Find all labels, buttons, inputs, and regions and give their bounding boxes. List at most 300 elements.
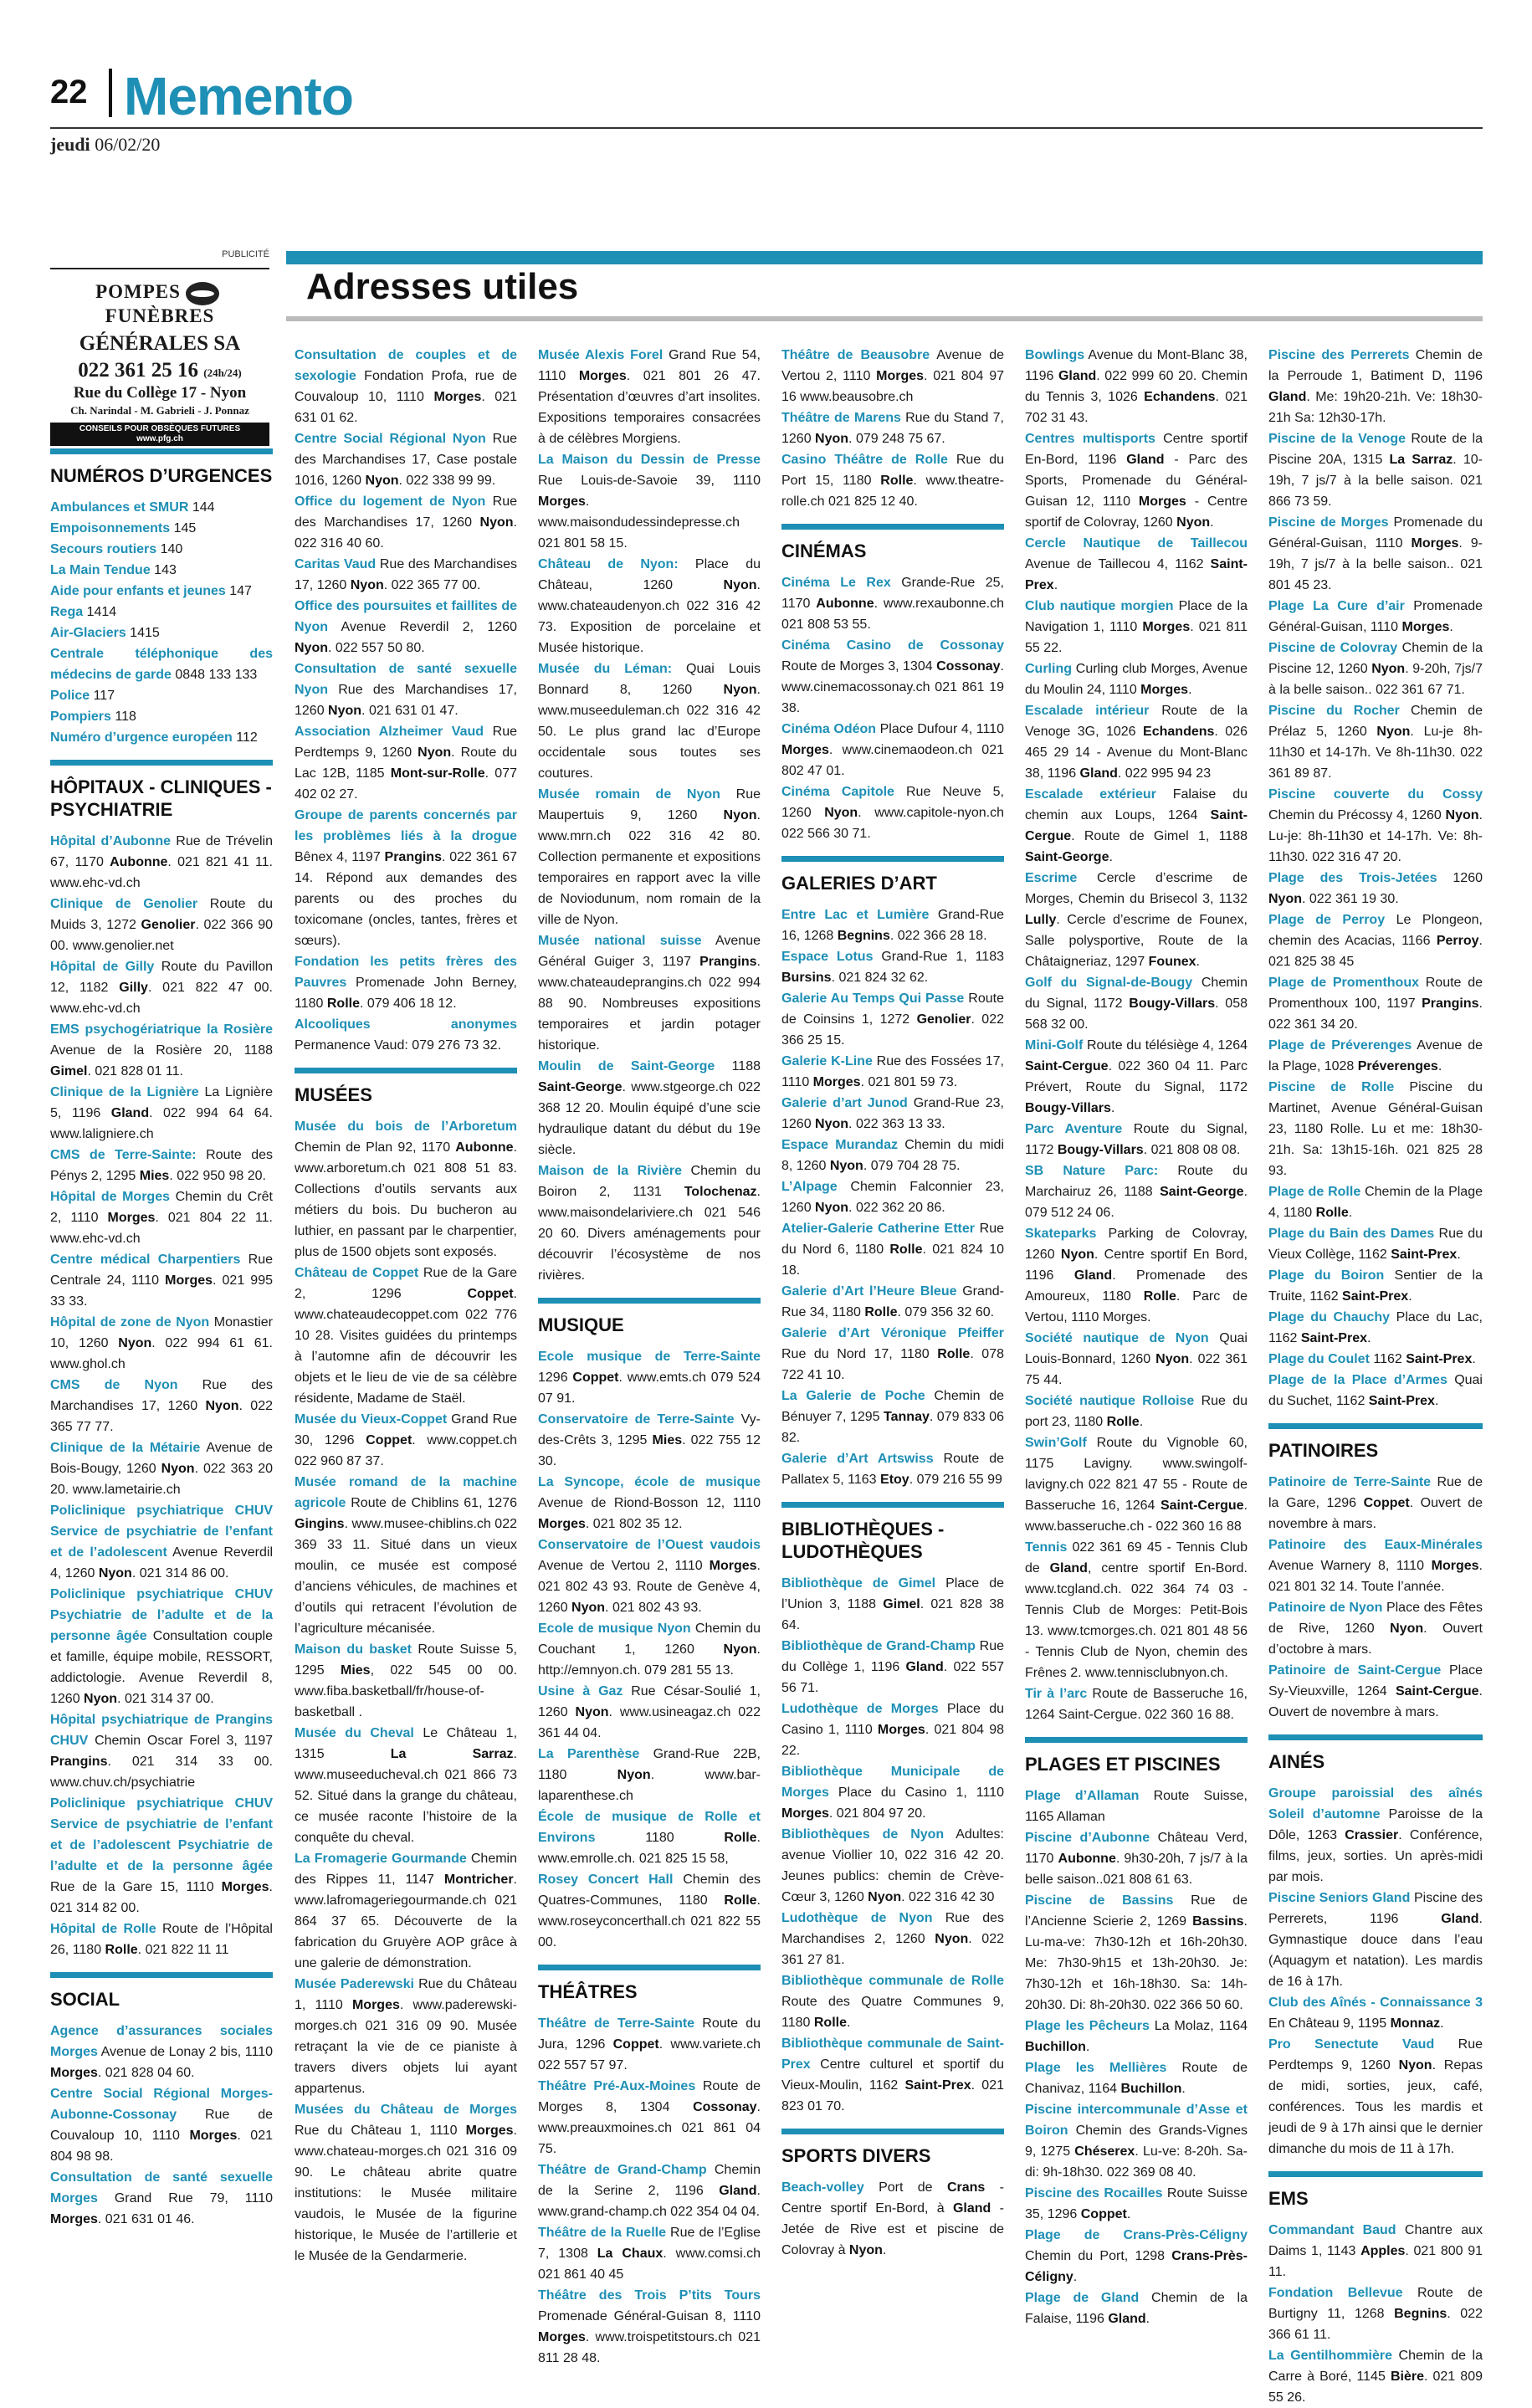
entry-name: Piscine du Rocher bbox=[1268, 704, 1400, 718]
entry-text: Curling club Morges, Avenue du Moulin 24, 1110 bbox=[1025, 662, 1248, 697]
directory-entry bbox=[50, 1186, 273, 1249]
entry-text: Route des Quatre Communes 9, 1180 bbox=[781, 1995, 1004, 2030]
entry-text: Avenue du Mont-Blanc 38, 1196 bbox=[1025, 348, 1248, 383]
entry-city: Monnaz bbox=[1390, 2016, 1441, 2031]
entry-text: Quai Louis-Bonnard, 1260 bbox=[1025, 1331, 1248, 1366]
entry-city: Morges bbox=[1138, 494, 1186, 509]
entry-text: Chemin de la Perroude 1, Batiment D, 1196 bbox=[1268, 348, 1483, 383]
entry-text: Bênex 4, 1197 bbox=[295, 850, 385, 864]
entry-city: Prangins bbox=[384, 850, 442, 864]
entry-city: Morges bbox=[1431, 1559, 1479, 1573]
directory-entry bbox=[50, 1312, 273, 1375]
entry-city: Nyon bbox=[205, 1399, 239, 1413]
entry-text: Adultes: avenue Viollier 10, 022 316 42 20. Jeunes publics: chemin de Crève-Cœur 3, 1260 bbox=[781, 1827, 1005, 1904]
directory-entry bbox=[1268, 2282, 1483, 2345]
entry-city: Coppet bbox=[1080, 2207, 1127, 2221]
section-heading: AINÉS bbox=[1268, 1734, 1483, 1773]
entry-text: Route de Morges 8, 1304 bbox=[538, 2079, 761, 2114]
entry-text: . Ouvert d’octobre à mars. bbox=[1268, 1622, 1483, 1657]
entry-text: 022 361 69 45 - Tennis Club de bbox=[1025, 1540, 1248, 1575]
directory-entry bbox=[1268, 1349, 1483, 1370]
entry-name: Centres multisports bbox=[1025, 432, 1155, 446]
directory-entry bbox=[1268, 1265, 1483, 1307]
directory-entry bbox=[781, 1218, 1004, 1281]
entry-text: . 021 811 55 22. bbox=[1025, 620, 1248, 655]
entry-text: . www.chateau-morges.ch 021 316 09 90. Le château abrite quatre institutions: le Musée militaire vaudois, le Musée de la figurine historique, le Musée de l’artillerie et le Musée de la Gendarmerie. bbox=[295, 2124, 517, 2263]
directory-entry bbox=[1268, 428, 1483, 512]
entry-city: Genolier bbox=[916, 1012, 971, 1027]
entry-text: . 021 631 01 47. bbox=[361, 704, 459, 718]
entry-city: Crassier bbox=[1345, 1828, 1399, 1842]
entry-text: Centre culturel et sportif du Vieux-Moulin, 1162 bbox=[781, 2057, 1004, 2093]
entry-name: Plage les Mellières bbox=[1025, 2061, 1167, 2075]
entry-name: Théâtre de Beausobre bbox=[781, 348, 930, 362]
entry-city: Coppet bbox=[1363, 1496, 1410, 1510]
header-divider bbox=[109, 69, 112, 117]
entry-name: Musée du Vieux-Coppet bbox=[295, 1412, 448, 1427]
directory-entry bbox=[1025, 428, 1248, 533]
directory-entry bbox=[538, 2160, 761, 2222]
entry-text: Rue du Stand 7, 1260 bbox=[781, 411, 1004, 446]
directory-entry bbox=[1025, 2183, 1248, 2225]
section-heading: HÔPITAUX - CLINIQUES - PSYCHIATRIE bbox=[50, 760, 273, 821]
entry-text: Parking de Colovray, 1260 bbox=[1025, 1227, 1248, 1262]
entry-city: Morges bbox=[1411, 536, 1459, 551]
entry-city: Buchillon bbox=[1025, 2040, 1086, 2054]
entry-city: Perroy bbox=[1436, 934, 1479, 948]
entry-text: - Centre sportif de Colovray, 1260 bbox=[1025, 494, 1248, 530]
entry-text: . Promenade des Amoureux, 1180 bbox=[1025, 1268, 1248, 1304]
entry-text: . bbox=[882, 2243, 887, 2257]
entry-city: Etoy bbox=[880, 1473, 909, 1487]
entry-city: Chéserex bbox=[1074, 2144, 1135, 2159]
entry-text: . 022 366 61 11. bbox=[1268, 2307, 1483, 2342]
entry-text: . www.theatre-rolle.ch 021 825 12 40. bbox=[781, 474, 1004, 509]
directory-entry bbox=[1268, 1077, 1483, 1181]
ad-company: GÉNÉRALES SA bbox=[79, 331, 241, 355]
entry-city: Gland bbox=[1073, 1268, 1113, 1283]
entry-text: . 022 950 98 20. bbox=[169, 1169, 266, 1183]
entry-name: Consultation de santé sexuelle Nyon bbox=[295, 662, 517, 697]
entry-city: Coppet bbox=[572, 1371, 619, 1385]
entry-text: Rue des Marchandises 2, 1260 bbox=[781, 1911, 1004, 1946]
entry-text: . bbox=[1126, 2207, 1131, 2221]
directory-entry bbox=[781, 449, 1004, 512]
entry-text: . 021 314 86 00. bbox=[131, 1566, 229, 1581]
directory-entry bbox=[50, 727, 273, 748]
entry-name: Bibliothèque de Gimel bbox=[781, 1576, 936, 1591]
entry-name: Agence d’assurances sociales Morges bbox=[50, 2024, 273, 2059]
directory-entry bbox=[1025, 1786, 1248, 1827]
entry-text: . Lu-je: 8h-11h30 et 14-17h. Ve: 8h-11h30. 022 316 47 20. bbox=[1268, 808, 1483, 864]
entry-city: Saint-George bbox=[538, 1080, 623, 1094]
entry-name: Plage du Chauchy bbox=[1268, 1310, 1391, 1324]
entry-text: Place Dufour 4, 1110 bbox=[876, 722, 1004, 736]
directory-entry bbox=[295, 805, 517, 951]
directory-entry bbox=[295, 596, 517, 658]
funeral-logo-icon bbox=[186, 282, 219, 305]
entry-text: . 022 994 64 64. www.laligniere.ch bbox=[50, 1106, 274, 1141]
section-heading: MUSIQUE bbox=[538, 1298, 761, 1336]
entry-name: Espace Murandaz bbox=[781, 1138, 898, 1152]
entry-text: Rue Neuve 5, 1260 bbox=[781, 785, 1005, 820]
entry-city: Gland bbox=[1126, 453, 1165, 467]
entry-text: . 021 802 35 12. bbox=[585, 1517, 683, 1531]
ad-phone: 022 361 25 16 (24h/24) bbox=[78, 358, 242, 382]
entry-text: Chemin du Port, 1298 bbox=[1025, 2249, 1172, 2263]
entry-text: . 022 361 19 30. bbox=[1302, 892, 1399, 906]
directory-entry bbox=[50, 1919, 273, 1960]
entry-city: Crans-Près-Céligny bbox=[1025, 2249, 1248, 2284]
directory-entry bbox=[538, 1618, 761, 1681]
entry-city: Nyon bbox=[1445, 808, 1479, 822]
entry-name: Hôpital psychiatrique de Prangins CHUV bbox=[50, 1713, 273, 1748]
directory-entry bbox=[538, 1681, 761, 1744]
entry-text: . 021 804 97 20. bbox=[828, 1806, 926, 1821]
entry-city: Gilly bbox=[119, 981, 148, 995]
entry-name: Piscine de Rolle bbox=[1268, 1080, 1395, 1094]
entry-city: Saint-Prex bbox=[904, 2078, 971, 2093]
entry-text: 117 bbox=[90, 689, 115, 703]
entry-name: Piscine d’Aubonne bbox=[1025, 1831, 1150, 1845]
entry-text: . 022 755 12 30. bbox=[538, 1433, 761, 1468]
entry-name: Hôpital de zone de Nyon bbox=[50, 1315, 210, 1330]
entry-city: Nyon bbox=[815, 1201, 849, 1215]
entry-city: Saint-Prex bbox=[1391, 1248, 1458, 1262]
entry-name: Rega bbox=[50, 605, 84, 619]
entry-text: Rue de l’Eglise 7, 1308 bbox=[538, 2226, 761, 2261]
entry-city: Rolle bbox=[724, 1893, 757, 1908]
entry-city: Morges bbox=[433, 390, 482, 404]
entry-text: Grand-Rue 16, 1268 bbox=[781, 908, 1004, 943]
entry-text: Avenue de Vertou 2, 1110 bbox=[538, 1559, 710, 1573]
entry-name: Skateparks bbox=[1025, 1227, 1097, 1241]
entry-city: Morges bbox=[538, 1517, 586, 1531]
directory-entry bbox=[50, 497, 273, 518]
directory-entry bbox=[295, 1974, 517, 2099]
entry-text: Avenue Reverdil 2, 1260 bbox=[328, 620, 517, 634]
entry-city: Bougy-Villars bbox=[1025, 1101, 1111, 1115]
directory-entry bbox=[50, 1709, 273, 1793]
entry-city: Nyon bbox=[1390, 1622, 1424, 1636]
entry-city: Buchillon bbox=[1120, 2082, 1182, 2096]
directory-entry bbox=[50, 1793, 273, 1919]
directory-entry bbox=[538, 1869, 761, 1953]
entry-name: Escrime bbox=[1025, 871, 1078, 885]
directory-entry bbox=[538, 449, 761, 554]
entry-text: . bbox=[1449, 620, 1453, 634]
directory-entry bbox=[1025, 1391, 1248, 1432]
entry-name: Musée romain de Nyon bbox=[538, 787, 720, 802]
entry-text: Chemin de Plan 92, 1170 bbox=[295, 1140, 456, 1155]
entry-text: Château Verd, 1170 bbox=[1025, 1831, 1248, 1866]
entry-city: Préverenges bbox=[1357, 1059, 1438, 1073]
entry-city: Aubonne bbox=[816, 597, 874, 611]
entry-name: Théâtre Pré-Aux-Moines bbox=[538, 2079, 696, 2093]
directory-entry bbox=[1268, 1307, 1483, 1349]
entry-name: Policlinique psychiatrique CHUV Service de psychiatrie de l’enfant et de l’adolescent bbox=[50, 1504, 273, 1560]
entry-text: Place des Fêtes de Rive, 1260 bbox=[1268, 1601, 1483, 1636]
entry-name: Secours routiers bbox=[50, 542, 157, 556]
directory-entry bbox=[295, 1639, 517, 1723]
entry-city: Rolle bbox=[813, 2016, 847, 2030]
entry-text: . bbox=[1472, 1352, 1476, 1366]
entry-name: Galerie d’art Junod bbox=[781, 1096, 908, 1110]
entry-text: Chemin des Quatres-Communes, 1180 bbox=[538, 1873, 761, 1908]
entry-city: Gland bbox=[1049, 1561, 1088, 1575]
entry-city: Nyon bbox=[723, 1642, 757, 1657]
entry-text: Promenade du Général-Guisan, 1110 bbox=[1268, 515, 1483, 551]
entry-text: . www.chateaudecoppet.com 022 776 10 28. Visites guidées du printemps à l’automne afin de découvrir les objets et le lieu de vie de sa célèbre résidente, Madame de Staël. bbox=[295, 1287, 517, 1406]
entry-text: . 021 808 08 08. bbox=[1143, 1143, 1241, 1157]
entry-text: . 021 822 11 11 bbox=[137, 1943, 229, 1957]
directory-entry bbox=[1025, 1537, 1248, 1683]
entry-text: . Parc de Vertou, 1110 Morges. bbox=[1025, 1289, 1248, 1324]
entry-name: Casino Théâtre de Rolle bbox=[781, 453, 948, 467]
entry-text: . 021 809 55 26. bbox=[1268, 2370, 1483, 2405]
entry-text: . bbox=[1085, 2040, 1090, 2054]
directory-entry bbox=[1268, 909, 1483, 972]
directory-entry bbox=[50, 685, 273, 706]
directory-entry bbox=[538, 2285, 761, 2369]
entry-text: . www.preauxmoines.ch 021 861 04 75. bbox=[538, 2100, 761, 2156]
directory-entry bbox=[781, 635, 1004, 719]
directory-entry bbox=[538, 784, 761, 930]
entry-text: Consultation couple et famille, équipe mobile, RESSORT, addictologie. Avenue Reverdil 8, 1260 bbox=[50, 1629, 273, 1706]
entry-name: La Maison du Dessin de Presse bbox=[538, 453, 761, 467]
entry-text: . 021 631 01 46. bbox=[97, 2212, 195, 2226]
entry-text: Avenue de Riond-Bosson 12, 1110 bbox=[538, 1496, 761, 1510]
entry-text: . 021 995 33 33. bbox=[50, 1273, 273, 1309]
entry-text: Route Suisse 35, 1296 bbox=[1025, 2186, 1248, 2221]
entry-city: Nyon bbox=[935, 1932, 969, 1946]
directory-entry bbox=[50, 622, 273, 643]
entry-text: . 022 366 28 18. bbox=[889, 929, 987, 943]
entry-text: Avenue de Vertou 2, 1110 bbox=[781, 348, 1004, 383]
column-3 bbox=[538, 345, 761, 2369]
entry-city: Rolle bbox=[1143, 1289, 1176, 1304]
entry-text: . 021 823 01 70. bbox=[781, 2078, 1005, 2113]
entry-name: Moulin de Saint-George bbox=[538, 1059, 715, 1073]
entry-name: Association Alzheimer Vaud bbox=[295, 725, 484, 739]
directory-entry bbox=[1268, 1597, 1483, 1660]
entry-city: Nyon bbox=[829, 1159, 863, 1173]
entry-text: . www.musee-chiblins.ch 022 369 33 11. Situé dans un vieux moulin, ce musée est composé d’anciens véhicules, de machines et d’outils qui retracent l’évolution de l’agriculture mécanisée. bbox=[295, 1517, 517, 1636]
entry-name: Piscine de Bassins bbox=[1025, 1893, 1174, 1908]
entry-name: Théâtre des Trois P’tits Tours bbox=[538, 2288, 761, 2303]
entry-city: Rolle bbox=[880, 474, 914, 488]
entry-text: . bbox=[1348, 1206, 1353, 1220]
directory-entry bbox=[781, 345, 1004, 407]
entry-name: Musée Paderewski bbox=[295, 1977, 414, 1991]
entry-text: 1260 bbox=[1437, 871, 1483, 885]
entry-text: . Me: 19h20-21h. Ve: 18h30-21h Sa: 12h30-17h. bbox=[1268, 390, 1483, 425]
entry-city: Morges bbox=[351, 1998, 400, 2012]
entry-text: Rue Maupertuis 9, 1260 bbox=[538, 787, 761, 822]
entry-text: Rue des Marchandises 17, Case postale 1016, 1260 bbox=[295, 432, 517, 488]
entry-text: . www.paderewski-morges.ch 021 316 09 90. Musée retraçant la vie de ce pianiste à travers divers objets lui ayant appartenus. bbox=[295, 1998, 518, 2096]
entry-text: Permanence Vaud: 079 276 73 32. bbox=[295, 1038, 501, 1053]
entry-city: Nyon bbox=[365, 474, 399, 488]
directory-entry bbox=[781, 1135, 1004, 1176]
directory-entry bbox=[781, 1281, 1004, 1323]
entry-name: Pro Senectute Vaud bbox=[1268, 2037, 1435, 2052]
directory-entry bbox=[1025, 658, 1248, 700]
entry-city: Nyon bbox=[848, 2243, 883, 2257]
entry-text: . 021 822 47 00. www.ehc-vd.ch bbox=[50, 981, 273, 1016]
directory-entry bbox=[538, 345, 761, 449]
entry-name: Centrale téléphonique des médecins de garde bbox=[50, 647, 273, 682]
entry-city: Gland bbox=[1079, 766, 1118, 781]
entry-text: . 079 356 32 60. bbox=[897, 1305, 995, 1319]
entry-text: . 022 360 04 11. Parc Prévert, Route du Signal, 1172 bbox=[1025, 1059, 1248, 1094]
entry-name: Bowlings bbox=[1025, 348, 1085, 362]
entry-name: Plage de la Place d’Armes bbox=[1268, 1373, 1447, 1387]
entry-text: . www.comsi.ch 021 861 40 45 bbox=[538, 2247, 761, 2282]
directory-entry bbox=[781, 1908, 1004, 1970]
title-bar bbox=[286, 251, 1483, 264]
entry-name: Musée du bois de l’Arboretum bbox=[295, 1119, 517, 1134]
entry-text: Route Suisse, 1165 Allaman bbox=[1025, 1789, 1248, 1824]
entry-city: Nyon bbox=[723, 683, 757, 697]
entry-city: Crans bbox=[946, 2180, 986, 2195]
entry-city: Cossonay bbox=[936, 659, 1001, 674]
column-1 bbox=[50, 437, 273, 2230]
entry-name: Théâtre de Grand-Champ bbox=[538, 2163, 707, 2177]
entry-name: Musée romand de la machine agricole bbox=[295, 1475, 517, 1510]
section-heading: CINÉMAS bbox=[781, 524, 1004, 562]
directory-entry bbox=[295, 428, 517, 491]
entry-city: Saint-George bbox=[1025, 850, 1109, 864]
entry-text: 118 bbox=[110, 710, 136, 724]
page-header bbox=[50, 66, 1483, 129]
directory-entry bbox=[1268, 1035, 1483, 1077]
entry-text: . www.grand-champ.ch 022 354 04 04. bbox=[538, 2184, 761, 2219]
entry-city: Nyon bbox=[1376, 725, 1411, 739]
entry-city: La Sarraz bbox=[1389, 453, 1453, 467]
entry-city: Echandens bbox=[1143, 725, 1215, 739]
directory-entry bbox=[781, 1176, 1004, 1218]
entry-text: . www.lafromageriegourmande.ch 021 864 37 65. Découverte de la fabrication du Gruyère AOP grâce à une galerie de démonstration. bbox=[295, 1873, 517, 1970]
entry-city: Saint-Prex bbox=[1368, 1394, 1435, 1408]
entry-text: . 022 365 77 77. bbox=[50, 1399, 273, 1434]
entry-text: Chemin du Boiron 2, 1131 bbox=[538, 1164, 761, 1199]
entry-text: . 021 804 98 22. bbox=[781, 1723, 1005, 1758]
entry-text: Rue de la Gare 2, 1296 bbox=[295, 1266, 518, 1301]
entry-name: Numéro d’urgence européen bbox=[50, 730, 233, 745]
entry-text: Monastier 10, 1260 bbox=[50, 1315, 273, 1350]
entry-city: Saint-Cergue bbox=[1025, 808, 1248, 843]
entry-name: L’Alpage bbox=[781, 1180, 838, 1194]
entry-text: Promenade Général-Guisan, 1110 bbox=[1268, 599, 1483, 634]
entry-name: Cercle Nautique de Taillecou bbox=[1025, 536, 1248, 551]
entry-city: Morges bbox=[107, 1211, 156, 1225]
column-2 bbox=[295, 345, 517, 2267]
entry-name: Bibliothèques de Nyon bbox=[781, 1827, 945, 1842]
entry-text: . Repas de midi, sorties, jeux, café, conférences. Tous les mardis et jeudi de 9 à 17h ainsi que le dernier dimanche du mois de 11 à 17h. bbox=[1268, 2058, 1483, 2156]
entry-text: Le Plongeon, chemin des Acacias, 1166 bbox=[1268, 913, 1483, 948]
directory-entry bbox=[50, 1249, 273, 1312]
entry-text: Rue Perdtemps 9, 1260 bbox=[1268, 2037, 1483, 2072]
directory-entry bbox=[1268, 1181, 1483, 1223]
entry-name: Patinoire de Saint-Cergue bbox=[1268, 1663, 1442, 1678]
entry-city: Nyon bbox=[118, 1336, 152, 1350]
entry-text: Route du Pavillon 12, 1182 bbox=[50, 960, 274, 995]
entry-name: Usine à Gaz bbox=[538, 1684, 623, 1698]
entry-city: Nyon bbox=[868, 1890, 902, 1904]
entry-city: Tannay bbox=[884, 1410, 930, 1424]
directory-entry bbox=[1025, 700, 1248, 784]
directory-entry bbox=[1268, 1472, 1483, 1534]
column-6 bbox=[1268, 345, 1483, 2408]
entry-name: Musée Alexis Forel bbox=[538, 348, 664, 362]
directory-entry bbox=[781, 2033, 1004, 2117]
entry-text: - Parc des Sports, Promenade du Général-Guisan 12, 1110 bbox=[1025, 453, 1248, 509]
ad-banner: CONSEILS POUR OBSÈQUES FUTURES www.pfg.ch bbox=[50, 423, 269, 446]
entry-text: . 079 406 18 12. bbox=[359, 997, 457, 1011]
entry-text: . www.usineagaz.ch 022 361 44 04. bbox=[538, 1705, 761, 1740]
directory-entry bbox=[50, 539, 273, 560]
entry-text: La Molaz, 1164 bbox=[1149, 2019, 1248, 2033]
entry-text: . www.maisondudessindepresse.ch 021 801 58 15. bbox=[538, 494, 740, 551]
entry-name: Policlinique psychiatrique CHUV Service de psychiatrie de l’enfant et de l’adolescent Psychiatrie de l’adulte et de la personne âgée bbox=[50, 1796, 273, 1873]
entry-text: Avenue Warnery 8, 1110 bbox=[1268, 1559, 1432, 1573]
entry-text: Quai du Suchet, 1162 bbox=[1268, 1373, 1483, 1408]
entry-name: Bibliothèque de Grand-Champ bbox=[781, 1639, 976, 1653]
directory-entry bbox=[538, 1534, 761, 1618]
entry-text: Chemin de la Plage 4, 1180 bbox=[1268, 1185, 1483, 1220]
directory-entry bbox=[50, 956, 273, 1019]
entry-name: Cinéma Capitole bbox=[781, 785, 894, 799]
directory-entry bbox=[1025, 972, 1248, 1035]
entry-text: . www.coppet.ch 022 960 87 37. bbox=[295, 1433, 517, 1468]
entry-name: Beach-volley bbox=[781, 2180, 864, 2195]
entry-text: Route de Chiblins 61, 1276 bbox=[346, 1496, 517, 1510]
entry-text: . 078 722 41 10. bbox=[781, 1347, 1004, 1382]
entry-text: Chemin Falconnier 23, 1260 bbox=[781, 1180, 1004, 1215]
entry-city: Morges bbox=[709, 1559, 757, 1573]
entry-text: . Centre sportif En Bord, 1196 bbox=[1025, 1248, 1248, 1283]
entry-name: Maison de la Rivière bbox=[538, 1164, 683, 1178]
directory-entry bbox=[1025, 596, 1248, 658]
directory-entry bbox=[1025, 2057, 1248, 2099]
entry-text: Grand Rue 79, 1110 bbox=[97, 2191, 273, 2206]
directory-entry bbox=[50, 1375, 273, 1437]
entry-text: Avenue Reverdil 4, 1260 bbox=[50, 1545, 273, 1581]
entry-text: - Jetée de Rive est et piscine de Colovray à bbox=[781, 2201, 1004, 2257]
entry-text: Grand-Rue 34, 1180 bbox=[781, 1284, 1004, 1319]
entry-name: Plage les Pêcheurs bbox=[1025, 2019, 1150, 2033]
directory-entry bbox=[1268, 1223, 1483, 1265]
entry-name: Clinique de Genolier bbox=[50, 897, 198, 911]
entry-name: Policlinique psychiatrique CHUV Psychiatrie de l’adulte et de la personne âgée bbox=[50, 1587, 273, 1643]
entry-name: Club des Aînés - Connaissance 3 bbox=[1268, 1996, 1483, 2010]
entry-text: . 026 465 29 14 - Avenue du Mont-Blanc 38, 1196 bbox=[1025, 725, 1248, 781]
entry-text: . 021 824 32 62. bbox=[831, 971, 929, 985]
entry-text: . Ouvert de novembre à mars. bbox=[1268, 1496, 1483, 1531]
entry-city: Morges bbox=[165, 1273, 213, 1288]
issue-date: jeudi 06/02/20 bbox=[50, 134, 161, 155]
entry-text: . 021 828 38 64. bbox=[781, 1597, 1005, 1632]
entry-text: Route Suisse 5, 1295 bbox=[295, 1642, 518, 1678]
entry-city: Gimel bbox=[883, 1597, 920, 1611]
entry-city: Bougy-Villars bbox=[1129, 997, 1216, 1011]
directory-entry bbox=[295, 721, 517, 805]
section-heading: SPORTS DIVERS bbox=[781, 2129, 1004, 2167]
entry-name: Bibliothèque communale de Rolle bbox=[781, 1974, 1004, 1988]
directory-entry bbox=[50, 894, 273, 956]
entry-text: Rue des Marchandises 17, 1260 bbox=[295, 557, 517, 592]
